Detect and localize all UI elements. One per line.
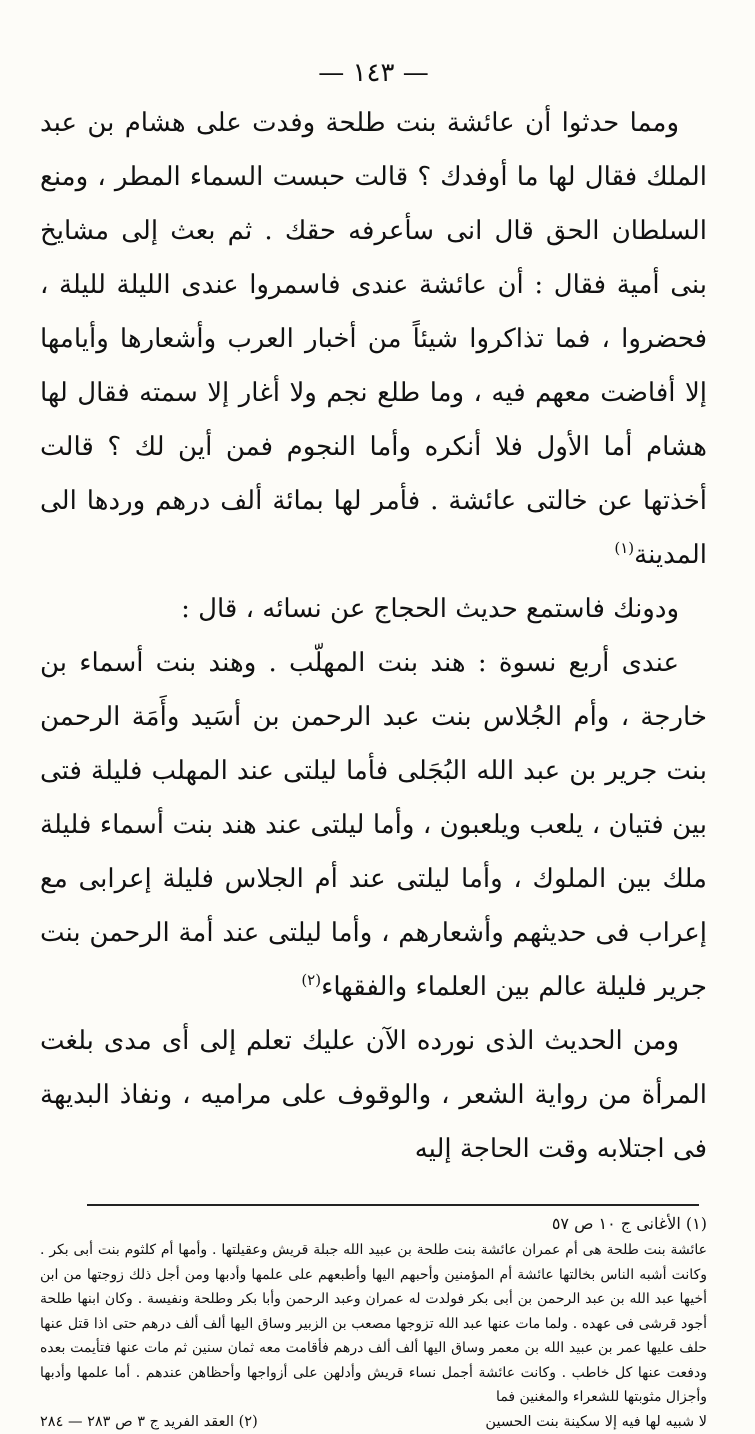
paragraph-text: ومن الحديث الذى نورده الآن عليك تعلم إلى أى مدى بلغت المرأة من رواية الشعر ، والوقوف على مراميه ، ونفاذ البديهة فى اجتلابه وقت الحاجة إليه — [40, 1026, 707, 1164]
paragraph-text: ودونك فاستمع حديث الحجاج عن نسائه ، قال : — [181, 594, 679, 624]
footnote-mark-1[interactable]: (١) — [614, 539, 635, 557]
paragraph-hajjaj-intro — [40, 582, 707, 636]
footnote-1-reference: (١) الأغانى ج ١٠ ص ٥٧ — [551, 1214, 707, 1233]
footnote-divider — [87, 1204, 699, 1206]
footnotes-section — [40, 1212, 707, 1434]
paragraph-aisha-visit — [40, 96, 707, 582]
paragraph-text: ومما حدثوا أن عائشة بنت طلحة وفدت على هشام بن عبد الملك فقال لها ما أوفدك ؟ قالت حبست السماء المطر ، ومنع السلطان الحق قال انى سأعرفه حقك . ثم بعث إلى مشايخ بنى أمية فقال : أن عائشة عندى فاسمروا عندى الليلة لليلة ، فحضروا ، فما تذاكروا شيئاً من أخبار العرب وأشعارها وأيامها إلا أفاضت معهم فيه ، وما طلع نجم ولا أغار إلا سمته فقال لها هشام أما الأول فلا أنكره وأما النجوم فمن أين لك ؟ قالت أخذتها عن خالتى عائشة . فأمر لها بمائة ألف درهم وردها الى المدينة — [40, 108, 707, 570]
paragraph-text: عندى أربع نسوة : هند بنت المهلّب . وهند بنت أسماء بن خارجة ، وأم الجُلاس بنت عبد الرحمن بن أسَيد وأَمَة الرحمن بنت جرير بن عبد الله البُجَلى فأما ليلتى عند المهلب فليلة فتى بين فتيان ، يلعب ويلعبون ، وأما ليلتى عند هند بنت أسماء فليلة ملك بين الملوك ، وأما ليلتى عند أم الجلاس فليلة إعرابى مع إعراب فى حديثهم وأشعارهم ، وأما ليلتى عند أمة الرحمن بنت جرير فليلة عالم بين العلماء والفقهاء — [40, 648, 707, 1002]
main-text — [40, 96, 707, 1176]
footnote-1-ending: لا شبيه لها فيه إلا سكينة بنت الحسين — [485, 1413, 707, 1430]
footnote-last-line — [40, 1410, 707, 1434]
paragraph-four-wives — [40, 636, 707, 1014]
page-number: — ١٤٣ — — [318, 58, 429, 88]
footnote-2-reference: (٢) العقد الفريد ج ٣ ص ٢٨٣ — ٢٨٤ — [40, 1413, 258, 1430]
footnote-1-body: عائشة بنت طلحة هى أم عمران عائشة بنت طلحة بن عبيد الله جبلة قريش وعقيلتها . وأمها أم كلثوم بنت أبى بكر . وكانت أشبه الناس بخالتها عائشة أم المؤمنين وأحبهم اليها وأطبعهم على علمها وأدبها ومن أجل ذلك زوجتها من ابن أخيها عبد الله بن عبد الرحمن بن أبى بكر فولدت له عمران وعبد الرحمن وأبا بكر وطلحة ونفيسة . وكان ابنها طلحة أجود قرشى فى عهده . ولما مات عنها عبد الله تزوجها مصعب بن الزبير وساق اليها ألف ألف درهم حتى اذا قتل عنها حلف عليها عمر بن عبيد الله بن معمر وساق اليها ألف ألف درهم فأقامت معه ثمان سنين ثم مات عنها فتأيمت بعده ودفعت عنها كل خاطب . وكانت عائشة أجمل نساء قريش وأدلهن على أزواجها وأحظاهن عندهم . أما علمها وأدبها وأجزال مثوبتها للشعراء والمغنين فما — [40, 1242, 707, 1405]
footnote-mark-2[interactable]: (٢) — [301, 971, 322, 989]
paragraph-poetry-narration — [40, 1014, 707, 1176]
